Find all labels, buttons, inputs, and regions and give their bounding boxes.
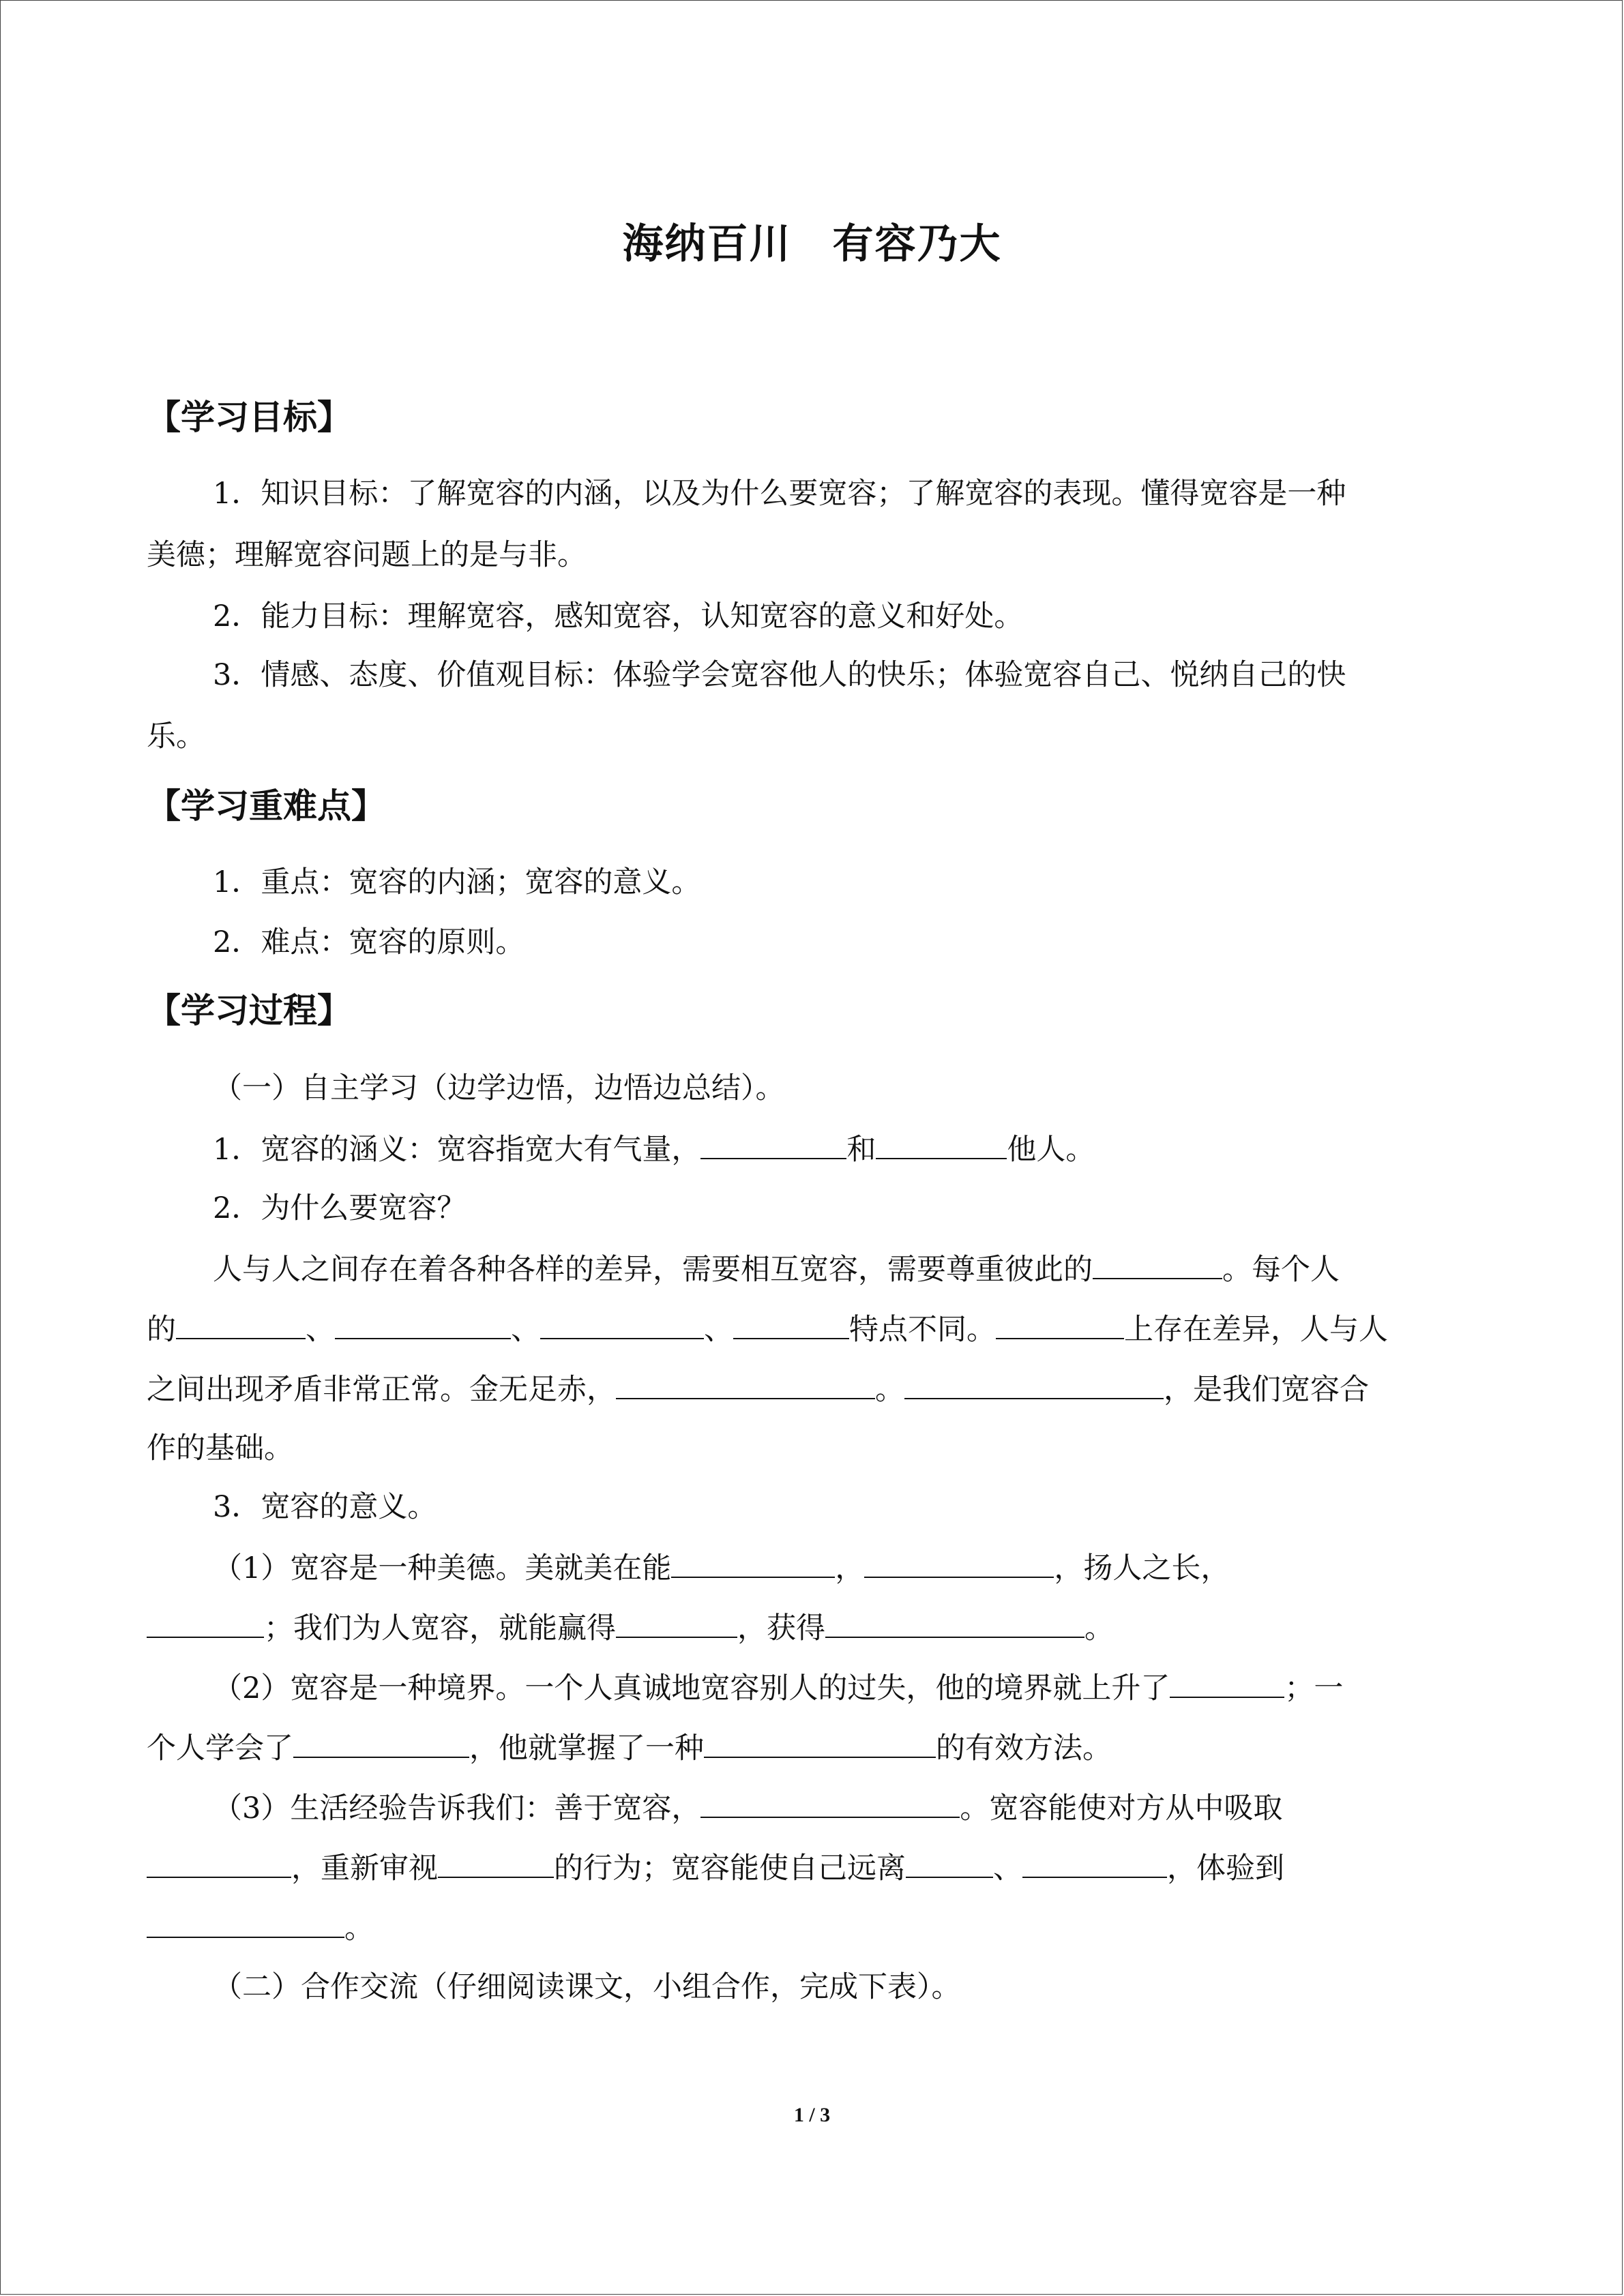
process-heading: 【学习过程】 [147, 991, 351, 1030]
reason-line-4: 作的基础。 [147, 1431, 293, 1465]
page-title [0, 211, 1624, 270]
significance-3-line-1 [213, 1787, 1282, 1828]
significance-text: 。宽容能使对方从中吸取 [960, 1791, 1283, 1825]
answer-blank[interactable] [1022, 1847, 1167, 1878]
objective-3-line-2: 乐。 [147, 719, 205, 754]
answer-blank[interactable] [147, 1907, 344, 1938]
answer-blank[interactable] [1093, 1248, 1222, 1279]
significance-2-line-1 [213, 1667, 1343, 1708]
part-2-title: （二）合作交流（仔细阅读课文，小组合作，完成下表）。 [213, 1970, 961, 2004]
answer-blank[interactable] [733, 1308, 849, 1339]
reason-text: 特点不同。 [849, 1313, 996, 1347]
significance-text: 的行为；宽容能使自己远离 [554, 1851, 906, 1885]
reason-text: 、 [704, 1313, 733, 1347]
question-1-text: 和 [846, 1133, 876, 1167]
objective-2: 2．能力目标：理解宽容，感知宽容，认知宽容的意义和好处。 [213, 599, 1024, 633]
significance-text: （1）宽容是一种美德。美就美在能 [213, 1551, 672, 1585]
page-number: 1 / 3 [793, 2104, 831, 2126]
answer-blank[interactable] [996, 1308, 1124, 1339]
reason-text: 、 [511, 1313, 540, 1347]
answer-blank[interactable] [904, 1368, 1164, 1399]
answer-blank[interactable] [293, 1727, 469, 1758]
answer-blank[interactable] [700, 1128, 846, 1159]
significance-text: 的有效方法。 [936, 1731, 1112, 1765]
objective-3-line-1: 3．情感、态度、价值观目标：体验学会宽容他人的快乐；体验宽容自己、悦纳自己的快 [213, 658, 1346, 692]
reason-text: 。每个人 [1222, 1253, 1340, 1287]
answer-blank[interactable] [438, 1847, 554, 1878]
significance-text: 个人学会了 [147, 1731, 293, 1765]
answer-blank[interactable] [176, 1308, 306, 1339]
answer-blank[interactable] [616, 1607, 737, 1638]
objective-1-line-2: 美德；理解宽容问题上的是与非。 [147, 538, 587, 572]
title-part-1: 海纳百川 [622, 220, 792, 268]
answer-blank[interactable] [825, 1607, 1084, 1638]
question-1-text: 他人。 [1007, 1133, 1095, 1167]
answer-blank[interactable] [906, 1847, 993, 1878]
significance-text: 。 [1084, 1611, 1114, 1645]
reason-line-1 [213, 1248, 1340, 1289]
answer-blank[interactable] [335, 1308, 511, 1339]
reason-text: 的 [147, 1313, 176, 1347]
reason-text: 之间出现矛盾非常正常。金无足赤， [147, 1373, 616, 1407]
significance-text: ；我们为人宽容，就能赢得 [264, 1611, 616, 1645]
reason-text: 、 [306, 1313, 335, 1347]
keypoint-2: 2．难点：宽容的原则。 [213, 925, 525, 959]
significance-2-line-2 [147, 1727, 1112, 1768]
reason-text: 人与人之间存在着各种各样的差异，需要相互宽容，需要尊重彼此的 [213, 1253, 1093, 1287]
answer-blank[interactable] [700, 1787, 960, 1818]
reason-line-2 [147, 1308, 1388, 1349]
reason-text: 。 [875, 1373, 904, 1407]
answer-blank[interactable] [704, 1727, 936, 1758]
part-1-title: （一）自主学习（边学边悟，边悟边总结）。 [213, 1071, 785, 1105]
question-1 [213, 1128, 1095, 1169]
keypoint-1: 1．重点：宽容的内涵；宽容的意义。 [213, 865, 701, 899]
answer-blank[interactable] [540, 1308, 704, 1339]
significance-text: ，重新审视 [291, 1851, 438, 1885]
significance-text: ；一 [1284, 1671, 1344, 1705]
answer-blank[interactable] [1170, 1667, 1284, 1698]
objective-1-line-1: 1．知识目标：了解宽容的内涵，以及为什么要宽容；了解宽容的表现。懂得宽容是一种 [213, 477, 1346, 511]
significance-text: ，他就掌握了一种 [469, 1731, 704, 1765]
significance-1-line-1 [213, 1547, 1230, 1587]
question-2: 2．为什么要宽容？ [213, 1191, 467, 1225]
significance-3-line-2 [147, 1847, 1284, 1888]
title-part-2: 有容乃大 [832, 220, 1002, 268]
reason-text: ，是我们宽容合 [1164, 1373, 1369, 1407]
significance-text: ，获得 [737, 1611, 825, 1645]
question-3: 3．宽容的意义。 [213, 1490, 437, 1524]
significance-text: ， [835, 1551, 865, 1585]
objectives-heading: 【学习目标】 [147, 398, 351, 437]
answer-blank[interactable] [864, 1547, 1054, 1578]
reason-line-3 [147, 1368, 1369, 1409]
significance-text: 、 [993, 1851, 1022, 1885]
answer-blank[interactable] [147, 1847, 291, 1878]
significance-text: ，体验到 [1167, 1851, 1284, 1885]
significance-text: ，扬人之长， [1054, 1551, 1230, 1585]
significance-3-line-3 [147, 1907, 374, 1948]
significance-text: 。 [344, 1911, 374, 1945]
answer-blank[interactable] [876, 1128, 1007, 1159]
reason-text: 上存在差异，人与人 [1124, 1313, 1388, 1347]
keypoints-heading: 【学习重难点】 [147, 786, 385, 826]
significance-1-line-2 [147, 1607, 1114, 1648]
answer-blank[interactable] [616, 1368, 875, 1399]
significance-text: （3）生活经验告诉我们：善于宽容， [213, 1791, 701, 1825]
answer-blank[interactable] [671, 1547, 835, 1578]
question-1-text: 1．宽容的涵义：宽容指宽大有气量， [213, 1133, 701, 1167]
significance-text: （2）宽容是一种境界。一个人真诚地宽容别人的过失，他的境界就上升了 [213, 1671, 1170, 1705]
answer-blank[interactable] [147, 1607, 264, 1638]
